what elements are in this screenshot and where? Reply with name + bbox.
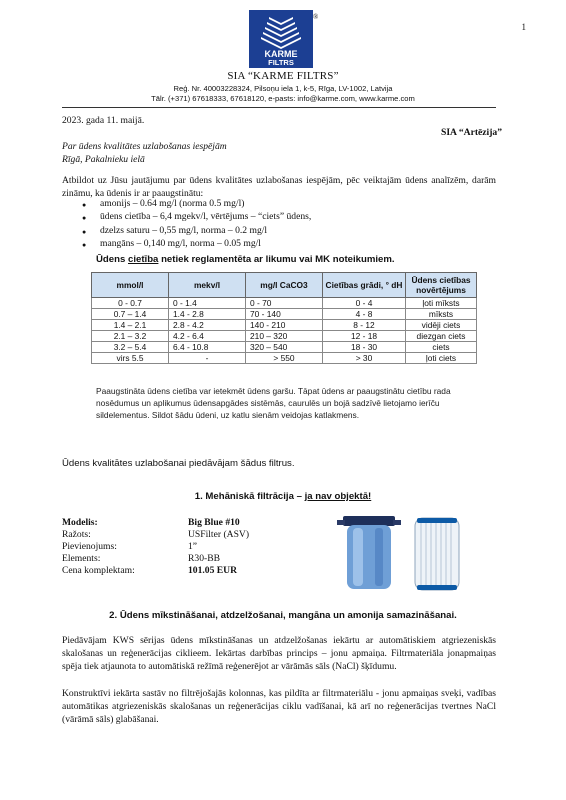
table-cell: 0 - 70 bbox=[246, 298, 323, 309]
paragraph-construction: Konstruktīvi iekārta sastāv no filtrējošajās kolonnas, kas pildīta ar filtrmateriālu - jonu apmaiņas sveķi, vadības automātikas atgriezeniskās skalošanas un reģenerācijas ciklu vadīšanai, kā arī no reģenerācijas tvertnes NaCl (vārāmā sāls) glabāšanai. bbox=[62, 688, 496, 725]
spec-value: USFilter (ASV) bbox=[188, 529, 250, 540]
paragraph-softener-description: Piedāvājam KWS sērijas ūdens mīkstināšanas un atdzelžošanas iekārtu ar automātiskiem atgriezeniskās skalošanas un reģenerācijas ciklieem. Iekārtas darbības princips – jonu apmaiņa. Filtrmateriāla jonapmaiņas spēja tiek atjaunota to automātiskā režīmā reģenerējot ar vārāmās sāls (NaCl) šķīdumu. bbox=[62, 635, 496, 672]
column-header: Ūdens cietības novērtējums bbox=[406, 273, 477, 298]
column-header: mmol/l bbox=[92, 273, 169, 298]
spec-row bbox=[62, 529, 249, 541]
table-cell: 0.7 – 1.4 bbox=[92, 309, 169, 320]
table-row bbox=[92, 342, 477, 353]
table-cell: diezgan ciets bbox=[406, 331, 477, 342]
hardness-note: Paaugstināta ūdens cietība var ietekmēt ūdens garšu. Tāpat ūdens ar paaugstinātu cietību rada nosēdumus un aplikumus ūdensapgādes sistēmās, caurulēs un bojā sadzīvē lietojamo ierīču sildelementus. Sildot šādu ūdeni, uz katlu sienām veidojas katlakmens. bbox=[96, 386, 451, 420]
intro-paragraph: Atbildot uz Jūsu jautājumu par ūdens kvalitātes uzlabošanas iespējām, pēc veiktajām ūdens analīzēm, darām zināmu, ka ūdenis ir ar paaugstinātu: bbox=[62, 175, 496, 199]
hardness-table bbox=[91, 272, 477, 364]
spec-row bbox=[62, 553, 249, 565]
karme-filtrs-logo bbox=[249, 10, 313, 68]
table-cell: > 30 bbox=[323, 353, 406, 364]
table-cell: vidēji ciets bbox=[406, 320, 477, 331]
list-item: ● mangāns – 0,140 mg/l, norma – 0.05 mg/l bbox=[100, 237, 311, 250]
table-cell: 0 - 0.7 bbox=[92, 298, 169, 309]
spec-row bbox=[62, 517, 249, 529]
table-cell: mīksts bbox=[406, 309, 477, 320]
table-cell: 4 - 8 bbox=[323, 309, 406, 320]
filter-product-photo bbox=[333, 514, 479, 596]
table-cell: 12 - 18 bbox=[323, 331, 406, 342]
logo-text-karme: KARME bbox=[264, 49, 298, 59]
table-cell: 0 - 1.4 bbox=[169, 298, 246, 309]
spec-row bbox=[62, 565, 249, 577]
product-specs bbox=[62, 517, 249, 577]
analysis-results-list bbox=[100, 197, 311, 251]
recipient: SIA “Artēzija” bbox=[440, 127, 502, 138]
table-cell: 2.1 – 3.2 bbox=[92, 331, 169, 342]
spec-label: Cena komplektam: bbox=[62, 565, 135, 576]
spec-value: Big Blue #10 bbox=[188, 517, 240, 528]
column-header: mekv/l bbox=[169, 273, 246, 298]
spec-label: Elements: bbox=[62, 553, 101, 564]
section-2-title: 2. Ūdens mīkstināšanai, atdzelžošanai, mangāna un amonija samazināšanai. bbox=[109, 610, 457, 621]
subject bbox=[62, 140, 227, 166]
table-cell: > 550 bbox=[246, 353, 323, 364]
section-1-title: 1. Mehāniskā filtrācija – ja nav objektā! bbox=[194, 491, 372, 502]
table-cell: 320 – 540 bbox=[246, 342, 323, 353]
table-cell: 6.4 - 10.8 bbox=[169, 342, 246, 353]
table-cell: 8 - 12 bbox=[323, 320, 406, 331]
table-cell: 3.2 – 5.4 bbox=[92, 342, 169, 353]
table-row bbox=[92, 309, 477, 320]
spec-row bbox=[62, 541, 249, 553]
subject-line-2: Rīgā, Pakalnieku ielā bbox=[62, 154, 145, 165]
column-header: mg/l CaCO3 bbox=[246, 273, 323, 298]
table-cell: 18 - 30 bbox=[323, 342, 406, 353]
section-1-note: ja nav objektā! bbox=[304, 491, 372, 502]
table-cell: 210 – 320 bbox=[246, 331, 323, 342]
subject-line-1: Par ūdens kvalitātes uzlabošanas iespējām bbox=[62, 141, 227, 152]
table-cell: - bbox=[169, 353, 246, 364]
letter-date: 2023. gada 11. maijā. bbox=[62, 115, 145, 126]
registered-mark: ® bbox=[313, 13, 319, 21]
table-cell: ciets bbox=[406, 342, 477, 353]
table-cell: 1.4 - 2.8 bbox=[169, 309, 246, 320]
column-header: Cietības grādi, ° dH bbox=[323, 273, 406, 298]
table-header-row bbox=[92, 273, 477, 298]
spec-value: R30-BB bbox=[188, 553, 220, 564]
company-phone-email: Tālr. (+371) 67618333, 67618120, e-pasts: info@karme.com, www.karme.com bbox=[151, 94, 415, 103]
table-row bbox=[92, 331, 477, 342]
company-name: SIA “KARME FILTRS” bbox=[227, 70, 339, 82]
list-item: ● ūdens cietība – 6,4 mgekv/l, vērtējums – “ciets” ūdens, bbox=[100, 210, 311, 223]
company-contacts bbox=[0, 84, 566, 104]
spec-label: Modelis: bbox=[62, 517, 98, 528]
spec-label: Pievienojums: bbox=[62, 541, 117, 552]
table-cell: 4.2 - 6.4 bbox=[169, 331, 246, 342]
list-item: ● dzelzs saturu – 0,55 mg/l, norma – 0.2 mg/l bbox=[100, 224, 311, 237]
table-cell: ļoti mīksts bbox=[406, 298, 477, 309]
table-cell: 70 - 140 bbox=[246, 309, 323, 320]
list-item: ● amonijs – 0.64 mg/l (norma 0.5 mg/l) bbox=[100, 197, 311, 210]
norm-underlined-word: cietība bbox=[128, 254, 159, 265]
table-cell: 0 - 4 bbox=[323, 298, 406, 309]
table-row bbox=[92, 353, 477, 364]
hardness-norm-statement: Ūdens cietība netiek reglamentēta ar likumu vai MK noteikumiem. bbox=[96, 254, 395, 265]
table-cell: ļoti ciets bbox=[406, 353, 477, 364]
table-cell: 140 - 210 bbox=[246, 320, 323, 331]
table-cell: 1.4 – 2.1 bbox=[92, 320, 169, 331]
table-row bbox=[92, 320, 477, 331]
offer-intro: Ūdens kvalitātes uzlabošanai piedāvājam šādus filtrus. bbox=[62, 458, 295, 469]
header-divider bbox=[62, 107, 496, 108]
spec-label: Ražots: bbox=[62, 529, 91, 540]
spec-value: 1” bbox=[188, 541, 198, 552]
table-cell: 2.8 - 4.2 bbox=[169, 320, 246, 331]
page-number: 1 bbox=[521, 22, 526, 32]
spec-value: 101.05 EUR bbox=[188, 565, 238, 576]
logo-text-filtrs: FILTRS bbox=[268, 58, 294, 67]
company-address: Reģ. Nr. 40003228324, Pilsoņu iela 1, k-5, Rīga, LV-1002, Latvija bbox=[173, 84, 393, 93]
table-row bbox=[92, 298, 477, 309]
table-cell: virs 5.5 bbox=[92, 353, 169, 364]
